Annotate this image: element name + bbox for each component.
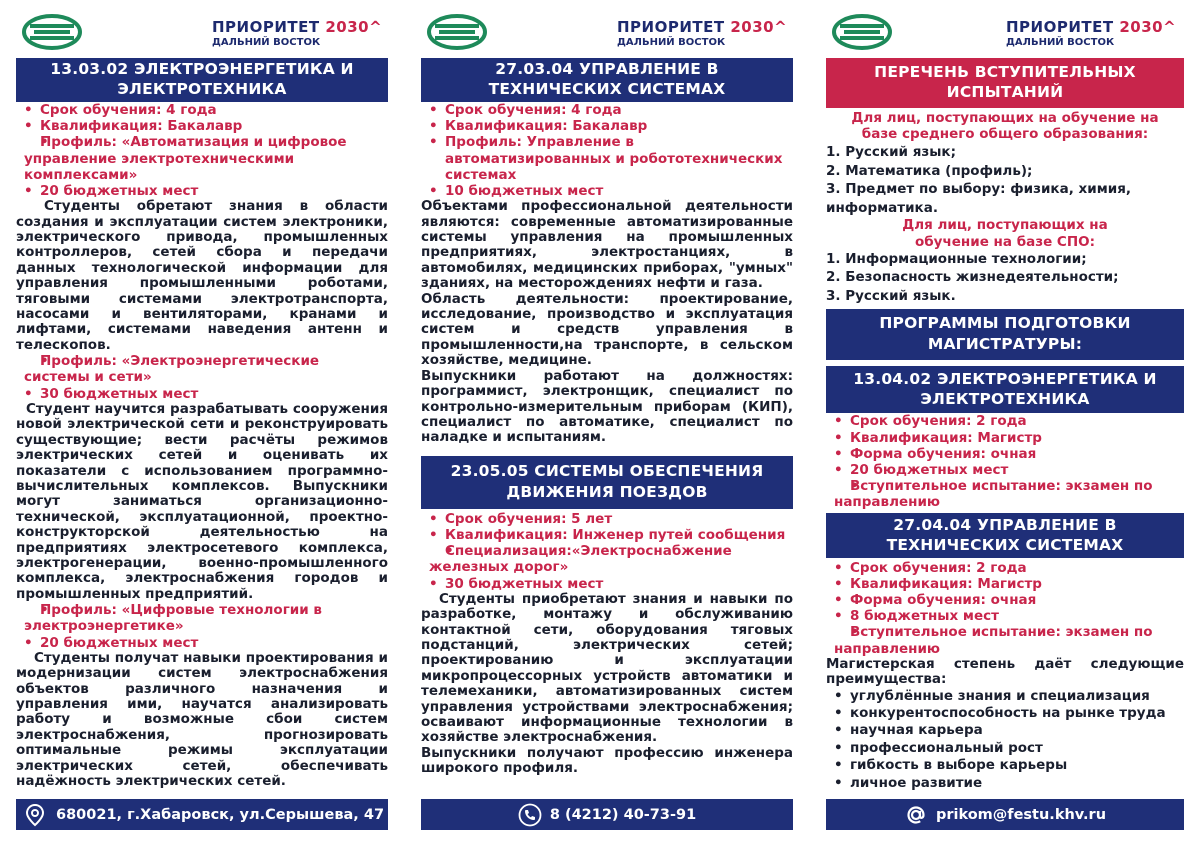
university-logo-icon: [427, 12, 487, 52]
brand-subtitle: ДАЛЬНИЙ ВОСТОК: [212, 37, 321, 48]
list-item: • Квалификация: Бакалавр: [429, 118, 793, 134]
brand-block: [617, 18, 787, 48]
list-item: • 8 бюджетных мест: [834, 608, 1184, 624]
list-item: • Профиль: Управление в автоматизированных и робототехнических системах: [429, 134, 793, 183]
phone-footer: [421, 799, 793, 830]
program-banner: 27.03.04 УПРАВЛЕНИЕ В ТЕХНИЧЕСКИХ СИСТЕМАХ: [421, 58, 793, 102]
benefits-intro: Магистерская степень даёт следующие преимущества:: [826, 655, 1184, 688]
university-logo-icon: [832, 12, 892, 52]
brand-title: ПРИОРИТЕТ: [1006, 18, 1114, 36]
list-item: • Квалификация: Магистр: [834, 576, 1184, 592]
list-item: 1. Русский язык;: [826, 144, 956, 161]
program-info-list: [421, 102, 793, 199]
list-item: • Срок обучения: 4 года: [429, 102, 793, 118]
program-info-list: [16, 102, 388, 199]
list-item: • 20 бюджетных мест: [24, 635, 388, 651]
list-item: • Срок обучения: 4 года: [24, 102, 388, 118]
address-text: 680021, г.Хабаровск, ул.Серышева, 47: [56, 806, 385, 823]
program-banner: 13.03.02 ЭЛЕКТРОЭНЕРГЕТИКА И ЭЛЕКТРОТЕХНИКА: [16, 58, 388, 102]
list-item: • Квалификация: Инженер путей сообщения: [429, 527, 793, 543]
phone-icon: [518, 803, 542, 827]
list-item: • 30 бюджетных мест: [429, 576, 793, 592]
program-banner: 27.04.04 УПРАВЛЕНИЕ В ТЕХНИЧЕСКИХ СИСТЕМАХ: [826, 513, 1184, 558]
list-item: 2. Математика (профиль);: [826, 162, 1033, 179]
list-item: • личное развитие: [834, 775, 1184, 792]
university-logo-icon: [22, 12, 82, 52]
list-item: • Форма обучения: очная: [834, 446, 1184, 462]
description-text: Область деятельности: проектирование, исследование, производство и эксплуатация систем и средств управления в промышленности,на транспорте, в сельском хозяйстве, медицине.: [421, 290, 793, 369]
list-item: • Специализация:«Электроснабжение железных дорог»: [429, 543, 793, 575]
list-item: 2. Безопасность жизнедеятельности;: [826, 269, 1119, 286]
brand-title: ПРИОРИТЕТ: [617, 18, 725, 36]
list-item: • Вступительное испытание: экзамен по направлению: [834, 478, 1184, 510]
brand-year: 2030^: [325, 18, 383, 36]
address-footer: [16, 799, 388, 830]
list-item: • Форма обучения: очная: [834, 592, 1184, 608]
list-item: • Профиль: «Электроэнергетические системы и сети»: [24, 353, 388, 385]
list-item: • Срок обучения: 2 года: [834, 413, 1184, 429]
phone-text: 8 (4212) 40-73-91: [549, 806, 697, 823]
exams-subtitle: Для лиц, поступающих на обучение на базе СПО:: [902, 217, 1108, 250]
program-info-list: [826, 560, 1184, 657]
location-pin-icon: [24, 803, 46, 827]
list-item: 1. Информационные технологии;: [826, 250, 1087, 267]
profile-info-list: [16, 353, 388, 402]
email-footer: [826, 799, 1184, 830]
list-item: • конкурентоспособность на рынке труда: [834, 705, 1184, 722]
column-header: [16, 0, 388, 58]
list-item: • Профиль: «Цифровые технологии в электроэнергетике»: [24, 602, 388, 634]
list-item: • профессиональный рост: [834, 740, 1184, 757]
brand-block: [212, 18, 382, 48]
description-text: Студент научится разрабатывать сооружения новой электрической сети и реконструировать существующие; вести расчёты режимов электрических сетей и оценивать их показатели с использованием программно-вычислительных комплексов. Выпускники могут заниматься организационно-технической, эксплуатационной, проектно-конструкторской деятельностью на предприятиях электросетевого комплекса, электрогенерации, военно-промышленного комплекса, электроснабжения городов и промышленных предприятий.: [16, 400, 388, 602]
column-header: [826, 0, 1184, 58]
column-3: [826, 0, 1184, 849]
description-text: Студенты приобретают знания и навыки по разработке, монтажу и обслуживанию контактной сети, оборудования тяговых подстанций, электрических сетей; проектированию и эксплуатации микропроцессорных устройств автоматики и телемеханики, автоматизированных систем управления устройствами электроснабжения; осваивают информационные технологии в хозяйстве электроснабжения.: [421, 590, 793, 746]
description-text: Студенты получат навыки проектирования и модернизации систем электроснабжения объектов различного назначения и управления ими, научатся анализировать работу и возможные сбои систем электроснабжения, прогнозировать оптимальные режимы эксплуатации электрических сетей, обеспечивать надёжность электрических сетей.: [16, 649, 388, 790]
description-text: Выпускники получают профессию инженера широкого профиля.: [421, 744, 793, 777]
list-item: • гибкость в выборе карьеры: [834, 757, 1184, 774]
brand-year: 2030^: [730, 18, 788, 36]
email-text[interactable]: prikom@festu.khv.ru: [935, 806, 1107, 823]
exams-banner: ПЕРЕЧЕНЬ ВСТУПИТЕЛЬНЫХ ИСПЫТАНИЙ: [826, 58, 1184, 108]
list-item: 3. Предмет по выбору: физика, химия, информатика.: [826, 181, 1131, 216]
list-item: 3. Русский язык.: [826, 287, 956, 304]
list-item: • 20 бюджетных мест: [834, 462, 1184, 478]
program-info-list: [421, 511, 793, 592]
list-item: • Квалификация: Магистр: [834, 430, 1184, 446]
exams-list: [826, 250, 1184, 306]
program-banner: 13.04.02 ЭЛЕКТРОЭНЕРГЕТИКА И ЭЛЕКТРОТЕХНИКА: [826, 366, 1184, 413]
list-item: • Вступительное испытание: экзамен по направлению: [834, 624, 1184, 656]
brand-subtitle: ДАЛЬНИЙ ВОСТОК: [1006, 37, 1115, 48]
benefits-list: [826, 688, 1184, 792]
exams-list: [826, 143, 1184, 217]
list-item: • Квалификация: Бакалавр: [24, 118, 388, 134]
description-text: Студенты обретают знания в области создания и эксплуатации систем электроники, электрического привода, промышленных контроллеров, сетей сбора и передачи данных технологической информации для управления промышленными роботами, тяговыми системами электротранспорта, насосами и вентиляторами, кранами и лифтами, системами наведения антенн и телескопов.: [16, 198, 388, 353]
list-item: • Профиль: «Автоматизация и цифровое управление электротехническими комплексами»: [24, 134, 388, 183]
list-item: • 10 бюджетных мест: [429, 183, 793, 199]
profile-info-list: [16, 602, 388, 651]
masters-banner: ПРОГРАММЫ ПОДГОТОВКИ МАГИСТРАТУРЫ:: [826, 309, 1184, 360]
brand-year: 2030^: [1119, 18, 1177, 36]
list-item: • 20 бюджетных мест: [24, 183, 388, 199]
list-item: • углублённые знания и специализация: [834, 688, 1184, 705]
list-item: • 30 бюджетных мест: [24, 386, 388, 402]
program-info-list: [826, 413, 1184, 510]
column-1: [16, 0, 388, 849]
column-2: [421, 0, 793, 849]
column-header: [421, 0, 793, 58]
exams-subtitle: Для лиц, поступающих на обучение на базе среднего общего образования:: [851, 110, 1159, 143]
list-item: • научная карьера: [834, 722, 1184, 739]
brand-subtitle: ДАЛЬНИЙ ВОСТОК: [617, 37, 726, 48]
at-sign-icon: [904, 803, 928, 827]
brand-block: [1006, 18, 1176, 48]
description-text: Выпускники работают на должностях: программист, электронщик, специалист по контрольно-измерительным приборам (КИП), специалист по автоматике, специалист по наладке и испытаниям.: [421, 367, 793, 446]
program-banner: 23.05.05 СИСТЕМЫ ОБЕСПЕЧЕНИЯ ДВИЖЕНИЯ ПОЕЗДОВ: [421, 456, 793, 509]
description-text: Объектами профессиональной деятельности являются: современные автоматизированные системы управления на промышленных предприятиях, электростанциях, в автомобилях, медицинских приборах, "умных" зданиях, на месторождениях нефти и газа.: [421, 198, 793, 292]
brand-title: ПРИОРИТЕТ: [212, 18, 320, 36]
list-item: • Срок обучения: 5 лет: [429, 511, 793, 527]
list-item: • Срок обучения: 2 года: [834, 560, 1184, 576]
